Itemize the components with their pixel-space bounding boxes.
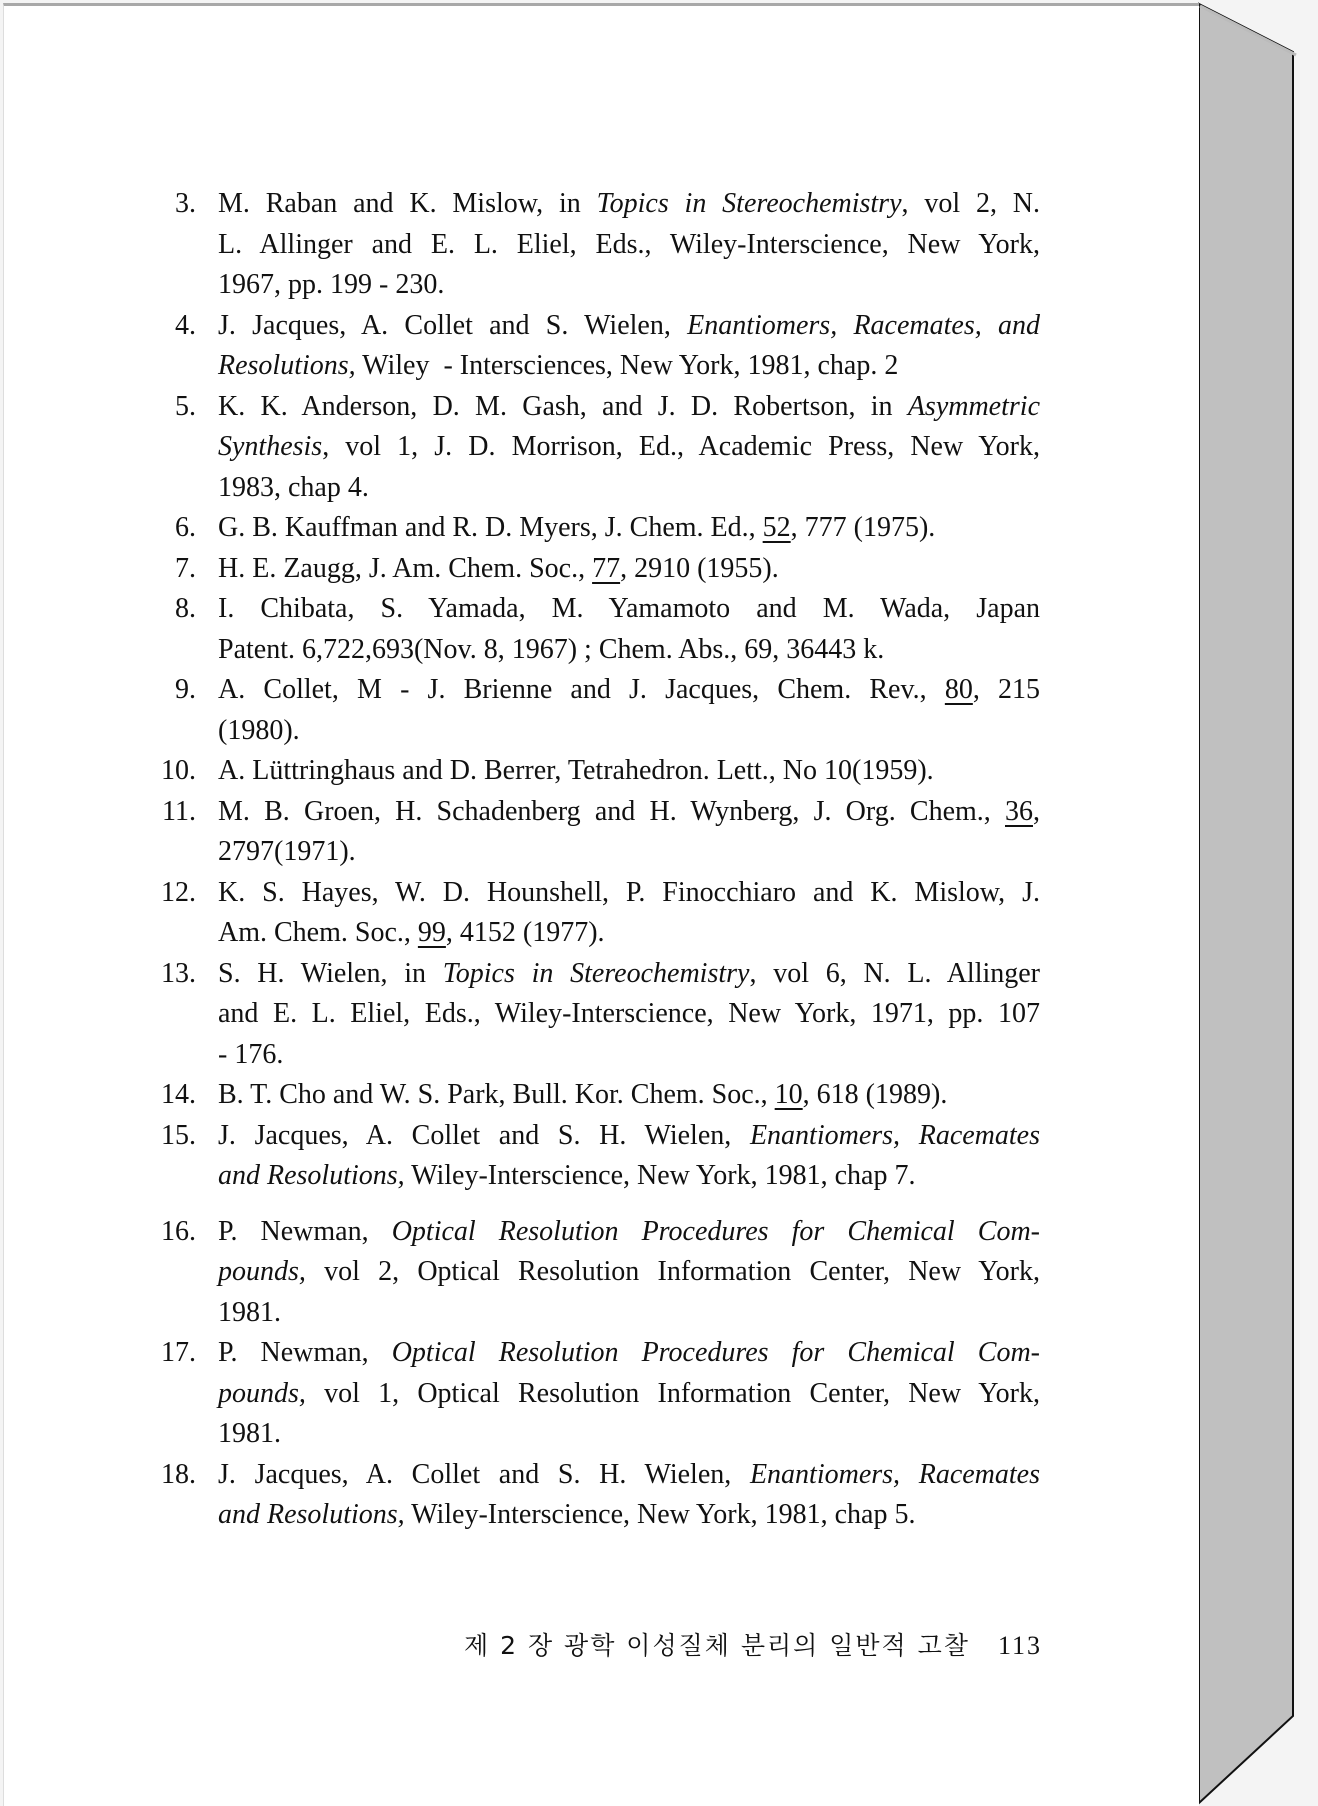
reference-line — [218, 1116, 1040, 1157]
reference-line — [218, 225, 1040, 266]
reference-line — [218, 1212, 1040, 1253]
reference-line — [218, 1455, 1040, 1496]
reference-item — [154, 954, 1040, 1076]
reference-text: K. K. Anderson, D. M. Gash, and J. D. Robertson, in — [218, 390, 908, 422]
reference-text: and E. L. Eliel, Eds., Wiley-Interscience, New York, 1971, pp. 107 — [218, 998, 1040, 1029]
reference-number: 4. — [175, 309, 196, 341]
reference-text: S. H. Wielen, in — [218, 957, 443, 989]
reference-text: P. Newman, — [218, 1337, 392, 1368]
reference-line — [218, 1156, 1040, 1197]
volume-number: 52 — [762, 512, 791, 543]
reference-text: J. Jacques, A. Collet and S. H. Wielen, — [218, 1119, 750, 1151]
reference-item — [154, 670, 1040, 751]
reference-number: 6. — [175, 512, 196, 543]
reference-line — [218, 1293, 1040, 1334]
reference-item — [154, 1116, 1040, 1197]
reference-text: K. S. Hayes, W. D. Hounshell, P. Finocchiaro and K. Mislow, J. — [218, 876, 1040, 908]
reference-text: A. Lüttringhaus and D. Berrer, Tetrahedron. Lett., No 10(1959). — [218, 755, 934, 786]
reference-text: Patent. 6,722,693(Nov. 8, 1967) ; Chem. Abs., 69, 36443 k. — [218, 633, 885, 665]
reference-text: P. Newman, — [218, 1215, 392, 1247]
reference-item — [154, 1075, 1040, 1116]
reference-number: 9. — [175, 674, 196, 705]
reference-text: Wiley-Interscience, New York, 1981, chap 5. — [404, 1499, 916, 1530]
reference-item — [154, 751, 1040, 792]
reference-text: , vol 1, J. D. Morrison, Ed., Academic Press, New York, — [322, 431, 1040, 462]
reference-line — [218, 1374, 1040, 1415]
reference-number: 11. — [162, 795, 196, 827]
reference-item — [154, 508, 1040, 549]
reference-line — [218, 832, 1040, 873]
reference-line — [218, 630, 1040, 671]
reference-text: L. Allinger and E. L. Eliel, Eds., Wiley-Interscience, New York, — [218, 228, 1040, 260]
reference-text: , 2910 (1955). — [620, 552, 779, 584]
reference-number: 12. — [161, 876, 196, 908]
reference-text: , 215 — [972, 674, 1041, 705]
reference-item — [154, 549, 1040, 590]
italic-title: Synthesis — [218, 431, 323, 462]
reference-line — [218, 1075, 1040, 1116]
reference-item — [154, 589, 1040, 670]
reference-text: M. Raban and K. Mislow, in — [218, 188, 597, 219]
reference-item — [154, 1455, 1040, 1536]
reference-line — [218, 751, 1040, 792]
reference-number: 7. — [175, 552, 196, 584]
reference-text: , vol 6, N. L. Allinger — [749, 957, 1041, 989]
reference-text: I. Chibata, S. Yamada, M. Yamamoto and M. Wada, Japan — [218, 593, 1040, 624]
reference-line — [218, 508, 1040, 549]
italic-title: and Resolutions, — [218, 1499, 405, 1530]
reference-text: B. T. Cho and W. S. Park, Bull. Kor. Chem. Soc., — [218, 1079, 775, 1110]
reference-text: 1981. — [218, 1418, 281, 1449]
italic-title: Enantiomers, Racemates — [749, 1458, 1040, 1490]
italic-title: Optical Resolution Procedures for Chemical Com- — [391, 1337, 1040, 1368]
volume-number: 10 — [774, 1079, 803, 1110]
reference-line — [218, 954, 1040, 995]
reference-number: 13. — [161, 957, 196, 989]
italic-title: and Resolutions, — [218, 1160, 405, 1191]
reference-text: J. Jacques, A. Collet and S. H. Wielen, — [218, 1458, 750, 1490]
reference-line — [218, 1495, 1040, 1536]
reference-text: 1967, pp. 199 - 230. — [218, 269, 445, 300]
reference-line — [218, 670, 1040, 711]
italic-title: Resolutions, — [218, 350, 356, 381]
running-head: 제 2 장 광학 이성질체 분리의 일반적 고찰 — [464, 1631, 970, 1660]
page-footer — [464, 1626, 1042, 1662]
reference-text: vol 1, Optical Resolution Information Center, New York, — [305, 1377, 1040, 1409]
reference-text: A. Collet, M - J. Brienne and J. Jacques, Chem. Rev., — [218, 674, 945, 705]
reference-number: 15. — [161, 1119, 196, 1151]
reference-number: 14. — [161, 1079, 196, 1110]
reference-line — [218, 265, 1040, 306]
reference-text: , 777 (1975). — [790, 512, 936, 543]
reference-number: 5. — [175, 390, 196, 422]
reference-text: - 176. — [218, 1038, 284, 1070]
reference-text: H. E. Zaugg, J. Am. Chem. Soc., — [218, 552, 593, 584]
reference-text: Wiley-Interscience, New York, 1981, chap 7. — [404, 1160, 916, 1191]
reference-line — [218, 346, 1040, 387]
page-number: 113 — [997, 1631, 1042, 1660]
reference-text: (1980). — [218, 714, 300, 746]
reference-item — [154, 184, 1040, 306]
reference-text: , 4152 (1977). — [445, 917, 605, 948]
reference-line — [218, 1333, 1040, 1374]
volume-number: 99 — [417, 917, 446, 948]
reference-item — [154, 387, 1040, 509]
reference-text: 2797(1971). — [218, 836, 356, 867]
reference-text: Am. Chem. Soc., — [218, 917, 418, 948]
reference-number: 16. — [161, 1215, 196, 1247]
reference-text: , 618 (1989). — [802, 1079, 948, 1110]
reference-text: Wiley - Intersciences, New York, 1981, chap. 2 — [355, 350, 899, 381]
document-page — [3, 3, 1199, 1806]
reference-line — [218, 306, 1040, 347]
reference-number: 8. — [175, 593, 196, 624]
reference-item — [154, 1212, 1040, 1334]
reference-line — [218, 468, 1040, 509]
reference-number: 17. — [161, 1337, 196, 1368]
reference-item — [154, 1333, 1040, 1455]
reference-text: 1983, chap 4. — [218, 471, 369, 503]
reference-item — [154, 873, 1040, 954]
reference-list — [154, 184, 1040, 1536]
italic-title: Optical Resolution Procedures for Chemical Com- — [391, 1215, 1040, 1247]
volume-number: 36 — [1005, 795, 1033, 827]
reference-text: G. B. Kauffman and R. D. Myers, J. Chem. Ed., — [218, 512, 763, 543]
reference-line — [218, 994, 1040, 1035]
reference-line — [218, 792, 1040, 833]
reference-line — [218, 873, 1040, 914]
italic-title: Enantiomers, Racemates, and — [687, 309, 1040, 341]
italic-title: Enantiomers, Racemates — [749, 1119, 1040, 1151]
reference-text: J. Jacques, A. Collet and S. Wielen, — [218, 309, 688, 341]
reference-line — [218, 427, 1040, 468]
reference-line — [218, 549, 1040, 590]
reference-number: 10. — [161, 755, 196, 786]
reference-number: 18. — [161, 1458, 196, 1490]
italic-title: Topics in Stereochemistry — [596, 188, 902, 219]
reference-text: M. B. Groen, H. Schadenberg and H. Wynberg, J. Org. Chem., — [218, 795, 1005, 827]
reference-number: 3. — [175, 188, 196, 219]
reference-text: , vol 2, N. — [901, 188, 1041, 219]
italic-title: pounds, — [218, 1256, 306, 1287]
reference-line — [218, 711, 1040, 752]
italic-title: Asymmetric — [907, 390, 1040, 422]
reference-text: 1981. — [218, 1296, 281, 1328]
reference-line — [218, 913, 1040, 954]
italic-title: pounds, — [218, 1377, 306, 1409]
reference-line — [218, 1035, 1040, 1076]
reference-line — [218, 1414, 1040, 1455]
volume-number: 80 — [944, 674, 973, 705]
volume-number: 77 — [592, 552, 621, 584]
reference-line — [218, 1252, 1040, 1293]
italic-title: Topics in Stereochemistry — [442, 957, 750, 989]
reference-text: , — [1033, 795, 1040, 827]
reference-line — [218, 589, 1040, 630]
reference-item — [154, 306, 1040, 387]
reference-line — [218, 387, 1040, 428]
reference-item — [154, 792, 1040, 873]
reference-text: vol 2, Optical Resolution Information Center, New York, — [305, 1256, 1040, 1287]
reference-line — [218, 184, 1040, 225]
